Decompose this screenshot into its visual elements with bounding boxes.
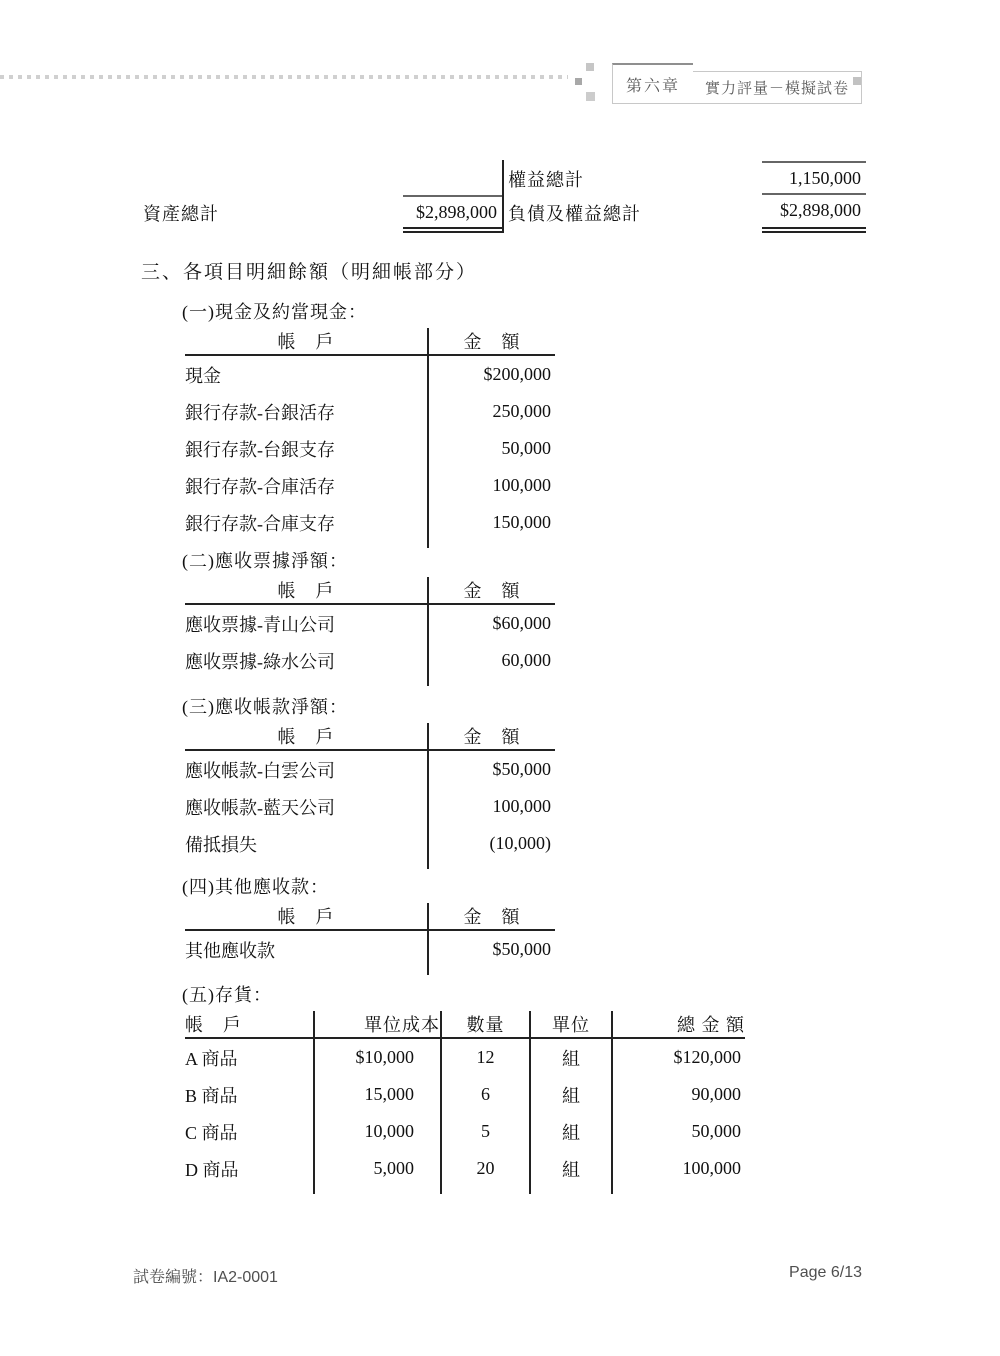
table-cell: 5 — [441, 1113, 530, 1150]
table-cell: $120,000 — [673, 1047, 741, 1067]
table-cell: 5,000 — [314, 1150, 441, 1187]
subsection-other-receivables — [182, 875, 555, 975]
chapter-label: 第六章 — [612, 63, 693, 104]
table-cell: 應收帳款-藍天公司 — [185, 788, 428, 825]
equity-total-label: 權益總計 — [508, 170, 584, 190]
column-header: 單位 — [530, 1011, 612, 1038]
column-header: 總 金 額 — [677, 1015, 745, 1035]
table-row — [185, 1038, 745, 1076]
subsection-cash — [182, 300, 555, 548]
account-table — [185, 577, 555, 686]
table-row — [185, 825, 555, 862]
account-table — [185, 1011, 745, 1194]
table-cell: 150,000 — [492, 512, 551, 532]
table-cell: 12 — [441, 1038, 530, 1076]
summary-divider-line — [502, 160, 504, 233]
subsection-title: (一)現金及約當現金： — [182, 302, 367, 322]
table-header-row — [185, 577, 555, 604]
account-table — [185, 328, 555, 548]
equity-total-amount: 1,150,000 — [762, 161, 866, 195]
column-header: 金 額 — [463, 332, 521, 352]
table-row — [185, 467, 555, 504]
column-header: 帳 戶 — [185, 903, 428, 930]
table-cell: 組 — [530, 1038, 612, 1076]
subsection-inventory — [182, 983, 745, 1194]
table-row — [185, 1076, 745, 1113]
column-header: 帳 戶 — [185, 328, 428, 355]
table-row — [185, 393, 555, 430]
table-row — [185, 1150, 745, 1187]
table-cell: 銀行存款-台銀支存 — [185, 430, 428, 467]
table-spacer-row — [185, 541, 555, 548]
table-header-row — [185, 723, 555, 750]
column-header: 單位成本 — [314, 1011, 441, 1038]
table-spacer-row — [185, 862, 555, 869]
table-cell: 50,000 — [501, 438, 551, 458]
subsection-title: (五)存貨： — [182, 985, 272, 1005]
section-heading: 三、各項目明細餘額（明細帳部分） — [141, 262, 478, 283]
table-cell: 現金 — [185, 355, 428, 393]
table-cell: D 商品 — [185, 1150, 314, 1187]
table-header-row — [185, 328, 555, 355]
table-cell: 組 — [530, 1076, 612, 1113]
table-header-row — [185, 1011, 745, 1038]
table-cell: $50,000 — [492, 939, 551, 959]
table-cell: B 商品 — [185, 1076, 314, 1113]
table-spacer-row — [185, 1187, 745, 1194]
table-cell: 250,000 — [492, 401, 551, 421]
summary-right-amount-column — [762, 161, 866, 233]
chapter-title: 實力評量－模擬試卷 — [693, 71, 862, 104]
table-cell: 組 — [530, 1150, 612, 1187]
subsection-title: (四)其他應收款： — [182, 877, 329, 897]
assets-total-label: 資產總計 — [143, 204, 219, 224]
table-row — [185, 642, 555, 679]
decor-square-icon — [575, 78, 582, 85]
table-cell: 組 — [530, 1113, 612, 1150]
table-cell: $200,000 — [483, 364, 551, 384]
table-cell: C 商品 — [185, 1113, 314, 1150]
table-row — [185, 430, 555, 467]
table-row — [185, 355, 555, 393]
table-cell: 10,000 — [314, 1113, 441, 1150]
table-cell: 應收帳款-白雲公司 — [185, 750, 428, 788]
table-cell: 100,000 — [682, 1158, 741, 1178]
exam-number: 試卷編號：IA2-0001 — [133, 1269, 278, 1286]
subsection-title: (三)應收帳款淨額： — [182, 697, 348, 717]
column-header: 帳 戶 — [185, 577, 428, 604]
table-cell: 50,000 — [691, 1121, 741, 1141]
table-row — [185, 604, 555, 642]
table-row — [185, 504, 555, 541]
table-cell: 15,000 — [314, 1076, 441, 1113]
account-table — [185, 903, 555, 975]
table-cell: 應收票據-綠水公司 — [185, 642, 428, 679]
table-cell: 6 — [441, 1076, 530, 1113]
table-cell: (10,000) — [489, 833, 551, 853]
table-cell: $10,000 — [314, 1038, 441, 1076]
table-cell: 60,000 — [501, 650, 551, 670]
table-cell: 其他應收款 — [185, 930, 428, 968]
table-cell: 100,000 — [492, 796, 551, 816]
table-row — [185, 930, 555, 968]
decor-square-icon — [586, 63, 594, 71]
chapter-header — [612, 63, 862, 104]
table-cell: 100,000 — [492, 475, 551, 495]
table-cell: A 商品 — [185, 1038, 314, 1076]
column-header: 帳 戶 — [185, 1011, 314, 1038]
table-cell: 銀行存款-合庫活存 — [185, 467, 428, 504]
decor-square-icon — [586, 92, 595, 101]
subsection-notes-receivable — [182, 549, 555, 686]
header-dotted-line — [0, 75, 568, 79]
table-spacer-row — [185, 968, 555, 975]
table-cell: 銀行存款-合庫支存 — [185, 504, 428, 541]
table-cell: 應收票據-青山公司 — [185, 604, 428, 642]
column-header: 金 額 — [463, 907, 521, 927]
table-row — [185, 1113, 745, 1150]
table-header-row — [185, 903, 555, 930]
column-header: 數量 — [441, 1011, 530, 1038]
account-table — [185, 723, 555, 869]
column-header: 金 額 — [463, 727, 521, 747]
column-header: 帳 戶 — [185, 723, 428, 750]
liabilities-equity-total-label: 負債及權益總計 — [508, 204, 641, 224]
subsection-accounts-receivable — [182, 695, 555, 869]
column-header: 金 額 — [463, 581, 521, 601]
table-cell: 90,000 — [691, 1084, 741, 1104]
table-cell: $60,000 — [492, 613, 551, 633]
assets-total-amount: $2,898,000 — [403, 195, 502, 233]
table-spacer-row — [185, 679, 555, 686]
table-cell: 備抵損失 — [185, 825, 428, 862]
subsection-title: (二)應收票據淨額： — [182, 551, 348, 571]
table-cell: 20 — [441, 1150, 530, 1187]
liabilities-equity-total-amount: $2,898,000 — [762, 195, 866, 233]
page-number: Page 6/13 — [789, 1264, 862, 1281]
table-row — [185, 750, 555, 788]
table-cell: $50,000 — [492, 759, 551, 779]
table-row — [185, 788, 555, 825]
table-cell: 銀行存款-台銀活存 — [185, 393, 428, 430]
